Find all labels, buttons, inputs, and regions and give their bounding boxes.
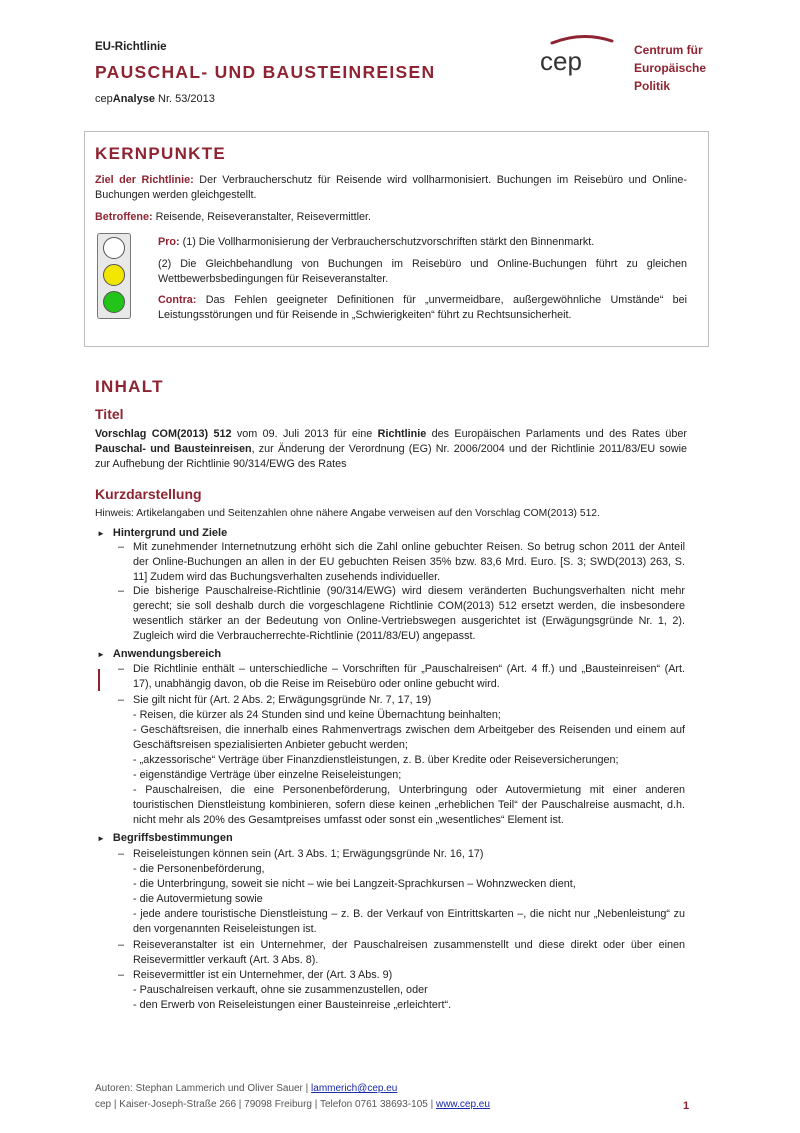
sub-list-item: - den Erwerb von Reiseleistungen einer Bausteinreise „erleichtert“. xyxy=(133,999,452,1011)
footer-authors: Autoren: Stephan Lammerich und Oliver Sauer | lammerich@cep.eu xyxy=(95,1083,398,1094)
author-email-link[interactable]: lammerich@cep.eu xyxy=(311,1083,398,1094)
sub-list-item: - eigenständige Verträge über einzelne Reiseleistungen; xyxy=(133,769,402,781)
kernpunkte-heading: KERNPUNKTE xyxy=(95,144,227,163)
contra-paragraph: Contra: Das Fehlen geeigneter Definitionen für „unvermeidbare, außergewöhnliche Umstände“ bei Leistungsstörungen und für Reisende in „Schwierigkeiten“ führt zu Rechtsunsicherheit. xyxy=(158,294,687,321)
sub-list-item: - Pauschalreisen, die eine Personenbeförderung, Unterbringung oder Autovermietung mit einer anderen touristischen Dienstleistung kombinieren, sofern diese keinen „erheblichen Teil“ der Pauschalreise ausmacht, d.h. nicht mehr als 20% des Gesamtpreises umfasst oder sonst ein „wesentliches“ Element ist. xyxy=(133,784,685,826)
list-item: Die Richtlinie enthält – unterschiedliche – Vorschriften für „Pauschalreisen“ (Art. 4 ff.) und „Bausteinreisen“ (Art. 17), unabhängig davon, ob die Reise im Reisebüro oder online gebucht wird. xyxy=(133,663,685,690)
titel-paragraph: Vorschlag COM(2013) 512 vom 09. Juli 2013 für eine Richtlinie des Europäischen Parlaments und des Rates über Pauschal- und Bausteinreisen, zur Änderung der Verordnung (EG) Nr. 2006/2004 und der Richtlinie 2011/83/EU sowie zur Aufhebung der Richtlinie 90/314/EWG des Rates xyxy=(95,428,687,470)
titel-heading: Titel xyxy=(95,406,124,422)
list-item: Sie gilt nicht für (Art. 2 Abs. 2; Erwägungsgründe Nr. 7, 17, 19) xyxy=(133,694,432,706)
ziel-paragraph: Ziel der Richtlinie: Der Verbraucherschutz für Reisende wird vollharmonisiert. Buchungen im Reisebüro und Online-Buchungen werden gleichgestellt. xyxy=(95,174,687,201)
dash-bullet-icon: – xyxy=(118,939,125,951)
sub-list-item: - „akzessorische“ Verträge über Finanzdienstleistungen, z. B. über Kredite oder Reiseversicherungen; xyxy=(133,754,619,766)
sub-list-item: - Pauschalreisen verkauft, ohne sie zusammenzustellen, oder xyxy=(133,984,428,996)
triangle-bullet-icon: ► xyxy=(97,529,105,538)
sub-list-item: - jede andere touristische Dienstleistung – z. B. der Verkauf von Eintrittskarten –, die nicht nur „Nebenleistung“ zu den vorgenannten Reiseleistungen ist. xyxy=(133,908,685,935)
pro-paragraph-2: (2) Die Gleichbehandlung von Buchungen im Reisebüro und Online-Buchungen führt zu gleichen Wettbewerbsbedingungen für Reiseveranstalter. xyxy=(158,258,687,285)
bullet-heading-hintergrund: ► Hintergrund und Ziele xyxy=(97,527,228,539)
list-item: Die bisherige Pauschalreise-Richtlinie (90/314/EWG) wird diesem veränderten Buchungsverhalten nicht mehr gerecht; sie soll deshalb durch die vorgeschlagene Richtlinie COM(2013) 512 ersetzt werden, die insbesondere wesentlich stärker an der Bedeutung von Online-Vertriebswegen ausgerichtet ist (Erwägungsgründe Nr. 1, 2). Zugleich wird die Verbraucherrechte-Richtlinie (2011/83/EU) angepasst. xyxy=(133,585,685,642)
dash-bullet-icon: – xyxy=(118,848,125,860)
page-number: 1 xyxy=(683,1100,690,1112)
triangle-bullet-icon: ► xyxy=(97,650,105,659)
dash-bullet-icon: – xyxy=(118,541,125,553)
sub-list-item: - Geschäftsreisen, die innerhalb eines Rahmenvertrags zwischen dem Arbeitgeber des Reisenden und einem auf Geschäftsreisen spezialisierten Anbieter gebucht werden; xyxy=(133,724,685,751)
traffic-light-icon xyxy=(97,233,131,319)
cep-logo-mark-icon xyxy=(538,34,630,90)
traffic-light-lamp xyxy=(103,237,125,259)
dash-bullet-icon: – xyxy=(118,663,125,675)
svg-text:cep: cep xyxy=(540,46,582,76)
kurzdarstellung-heading: Kurzdarstellung xyxy=(95,486,202,502)
cep-logo xyxy=(538,34,738,93)
pro-paragraph-1: Pro: (1) Die Vollharmonisierung der Verbraucherschutzvorschriften stärkt den Binnenmarkt. xyxy=(158,236,595,248)
bullet-heading-anwendungsbereich: ► Anwendungsbereich xyxy=(97,648,222,660)
bullet-heading-begriffsbestimmungen: ► Begriffsbestimmungen xyxy=(97,832,233,844)
sub-list-item: - die Personenbeförderung, xyxy=(133,863,265,875)
betroffene-paragraph: Betroffene: Reisende, Reiseveranstalter, Reisevermittler. xyxy=(95,211,372,223)
list-item: Reiseleistungen können sein (Art. 3 Abs. 1; Erwägungsgründe Nr. 16, 17) xyxy=(133,848,484,860)
inhalt-heading: INHALT xyxy=(95,377,164,396)
dash-bullet-icon: – xyxy=(118,969,125,981)
sub-list-item: - Reisen, die kürzer als 24 Stunden sind und keine Übernachtung beinhalten; xyxy=(133,709,501,721)
website-link[interactable]: www.cep.eu xyxy=(435,1099,490,1110)
sub-list-item: - die Autovermietung sowie xyxy=(133,893,263,905)
list-item: Reisevermittler ist ein Unternehmer, der (Art. 3 Abs. 9) xyxy=(133,969,393,981)
dash-bullet-icon: – xyxy=(118,585,125,597)
traffic-light-lamp xyxy=(103,291,125,313)
analysis-number: cepAnalyse Nr. 53/2013 xyxy=(95,93,215,105)
hinweis-text: Hinweis: Artikelangaben und Seitenzahlen ohne nähere Angabe verweisen auf den Vorschlag COM(2013) 512. xyxy=(95,508,600,519)
triangle-bullet-icon: ► xyxy=(97,834,105,843)
sub-list-item: - die Unterbringung, soweit sie nicht – wie bei Langzeit-Sprachkursen – Wohnzwecken dient, xyxy=(133,878,576,890)
list-item: Reiseveranstalter ist ein Unternehmer, der Pauschalreisen zusammenstellt und diese direkt oder über einen Reisevermittler verkauft (Art. 3 Abs. 8). xyxy=(133,939,685,966)
document-category: EU-Richtlinie xyxy=(95,41,167,53)
logo-line-1: Centrum für xyxy=(634,43,703,57)
footer-address: cep | Kaiser-Joseph-Straße 266 | 79098 Freiburg | Telefon 0761 38693-105 | www.cep.eu xyxy=(95,1099,490,1110)
dash-bullet-icon: – xyxy=(118,694,125,706)
traffic-light-lamp xyxy=(103,264,125,286)
logo-line-2: Europäische Politik xyxy=(634,61,707,93)
list-item: Mit zunehmender Internetnutzung erhöht sich die Zahl online gebuchter Reisen. So betrug schon 2011 der Anteil der Online-Buchungen an allen in der EU gebuchten Reisen 35% bzw. 83,6 Mrd. Euro. [S. 3; SWD(2013) 263, S. 11] Zudem wird das Buchungsverhalten zusehends individueller. xyxy=(133,541,685,583)
document-title: PAUSCHAL- UND BAUSTEINREISEN xyxy=(95,62,436,82)
change-marker xyxy=(98,669,100,691)
